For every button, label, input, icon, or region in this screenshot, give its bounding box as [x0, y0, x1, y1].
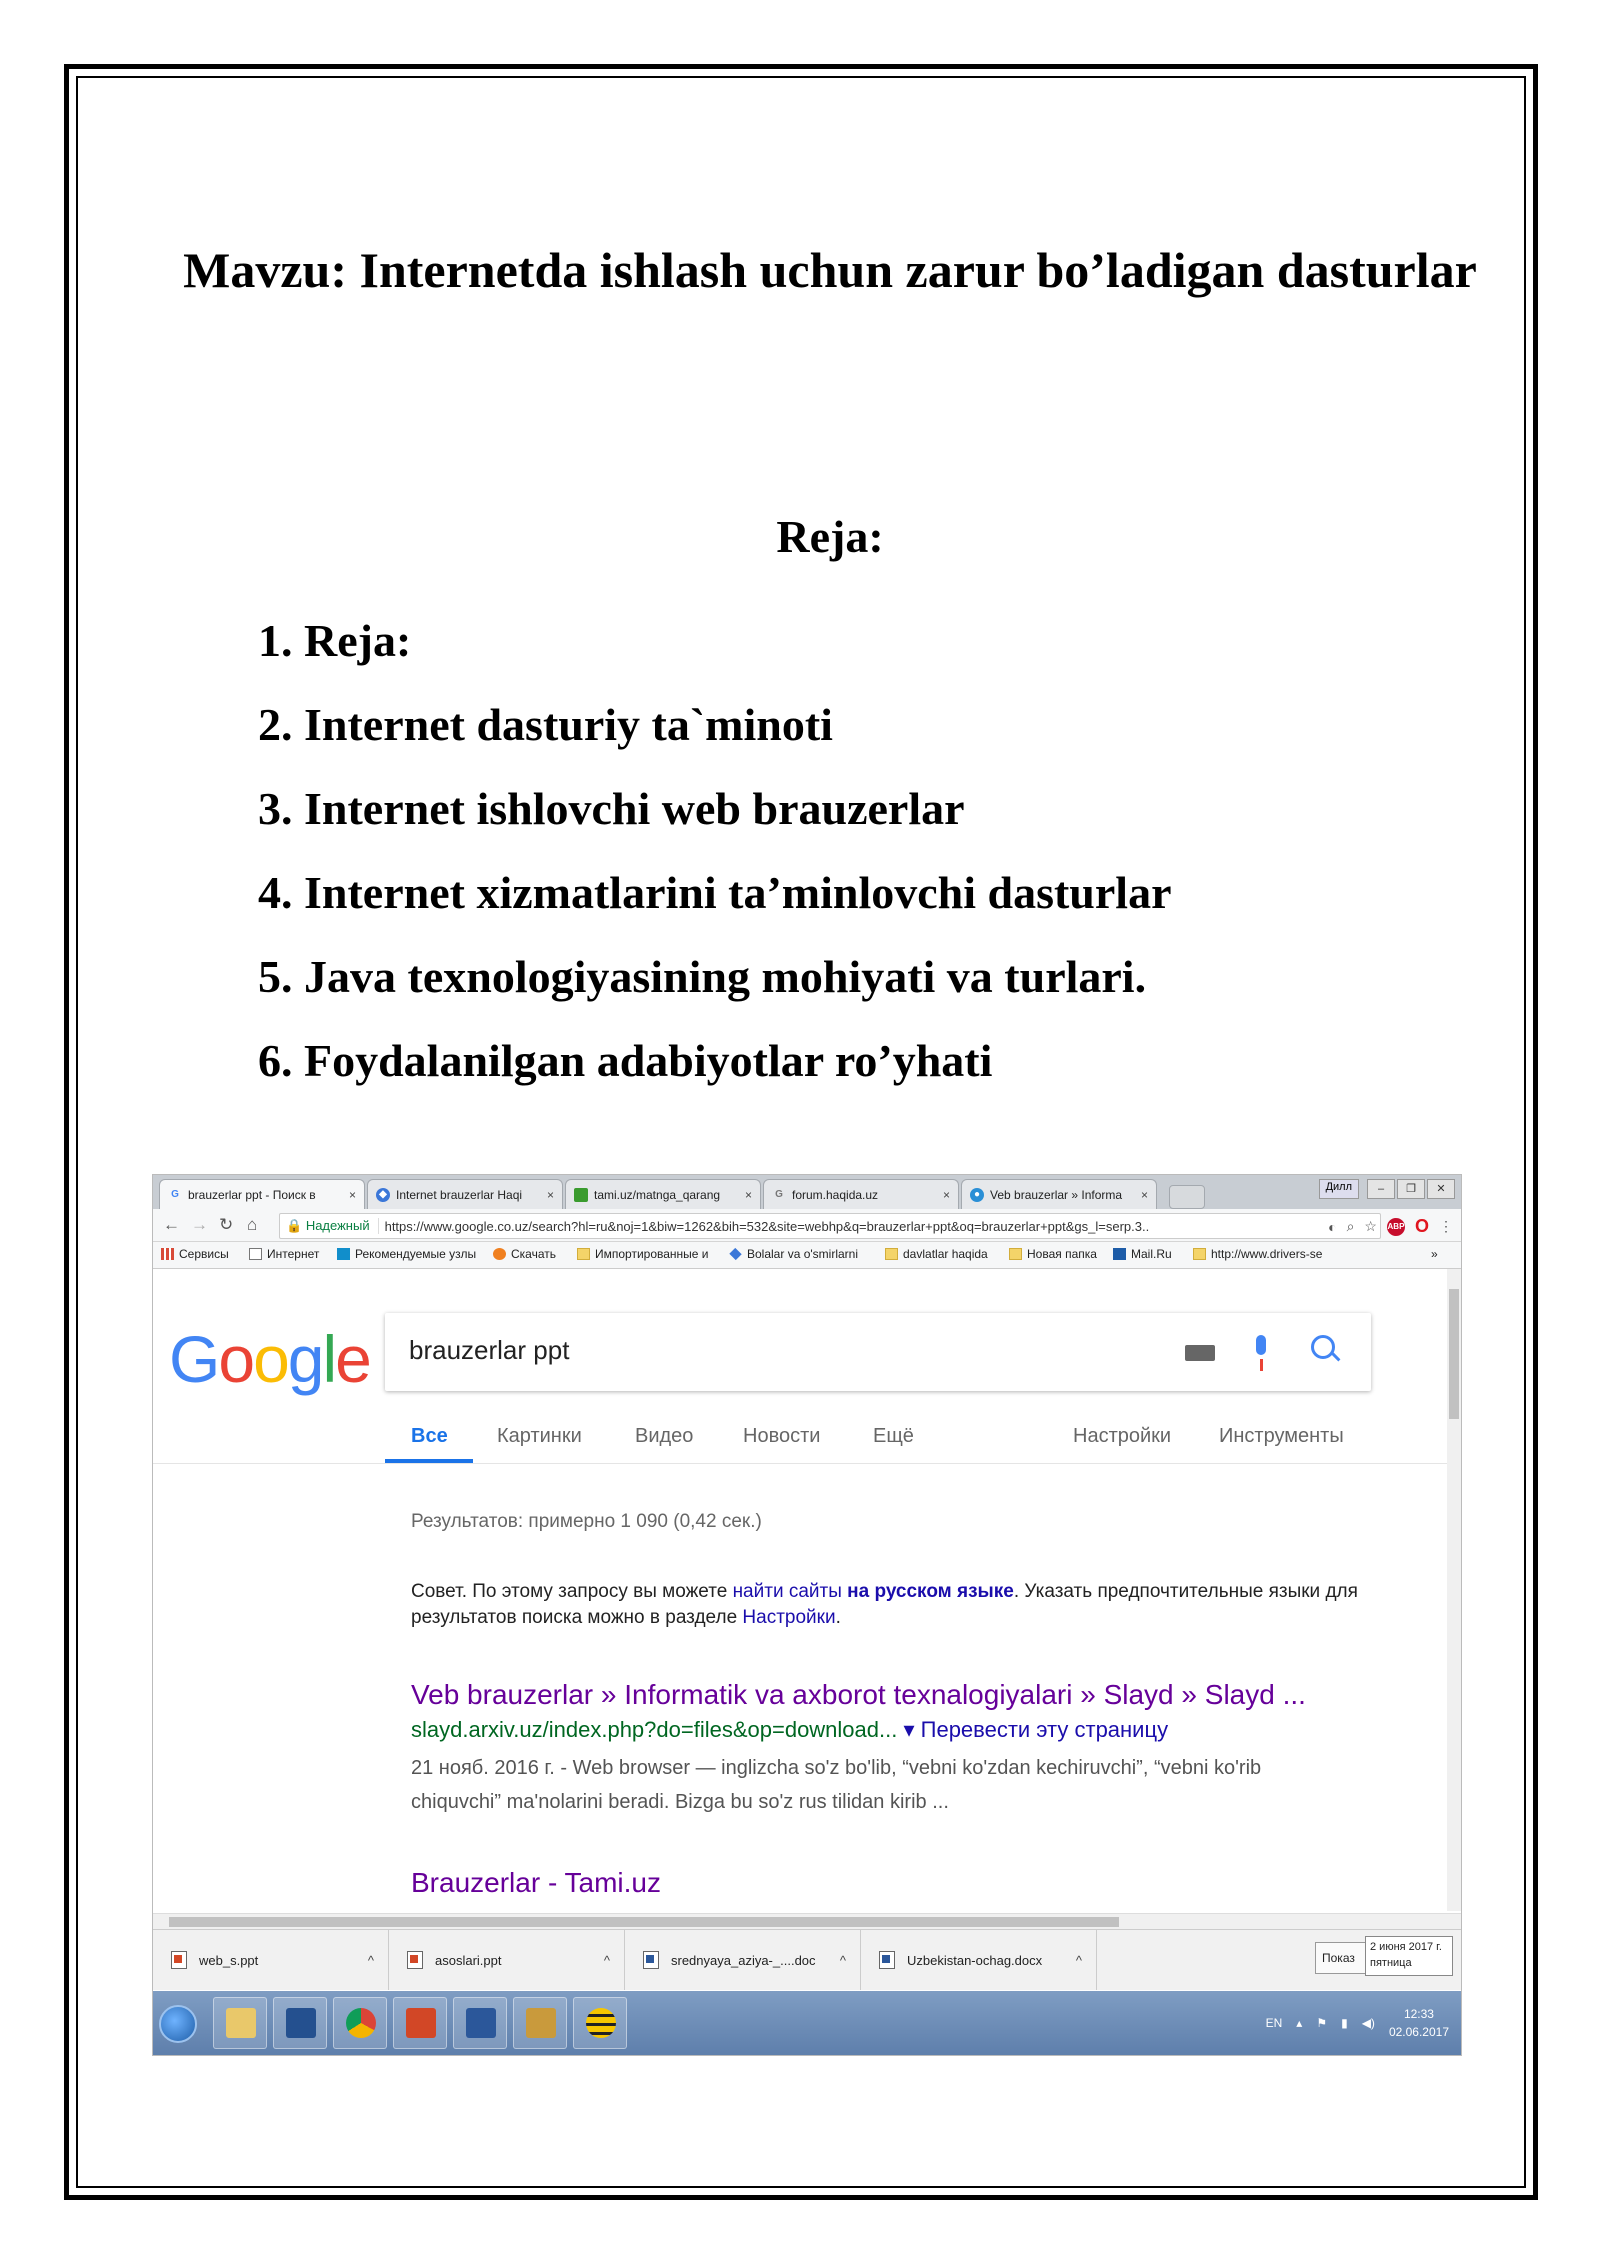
- chevron-up-icon[interactable]: ^: [1075, 1952, 1082, 1968]
- tab-tools[interactable]: Инструменты: [1219, 1425, 1344, 1447]
- plan-item: 5. Java texnologiyasining mohiyati va turlari.: [258, 951, 1147, 1002]
- chrome-taskbar-icon[interactable]: [333, 1997, 387, 2049]
- library-taskbar-icon[interactable]: [513, 1997, 567, 2049]
- document-title: Mavzu: Internetda ishlash uchun zarur bo’ladigan dasturlar: [183, 242, 1477, 298]
- find-sites-link[interactable]: найти сайты: [732, 1581, 842, 1602]
- word-file-icon: [879, 1951, 895, 1969]
- bookmark-item[interactable]: Новая папка: [1009, 1247, 1097, 1261]
- signal-icon[interactable]: ▮: [1341, 2016, 1348, 2030]
- tab-news[interactable]: Новости: [743, 1425, 821, 1447]
- result-title-link[interactable]: Veb brauzerlar » Informatik va axborot texnalogiyalari » Slayd » Slayd ...: [411, 1679, 1306, 1710]
- close-icon[interactable]: ×: [744, 1187, 752, 1202]
- toolbar-icons: [1328, 1216, 1453, 1237]
- language-indicator[interactable]: EN: [1265, 2016, 1283, 2030]
- tab-video[interactable]: Видео: [635, 1425, 694, 1447]
- profile-button[interactable]: Дилл: [1319, 1179, 1359, 1199]
- bookmark-item[interactable]: davlatlar haqida: [885, 1247, 988, 1261]
- folder-icon: [1193, 1248, 1206, 1260]
- tami-icon: [574, 1188, 588, 1202]
- scroll-thumb[interactable]: [169, 1917, 1119, 1927]
- translate-page-link[interactable]: ▾ Перевести эту страницу: [903, 1717, 1169, 1742]
- powerpoint-file-icon: [171, 1951, 187, 1969]
- bookmarks-bar: [153, 1242, 1461, 1269]
- start-button[interactable]: [159, 2005, 197, 2043]
- browser-tab[interactable]: G brauzerlar ppt - Поиск в ×: [159, 1179, 365, 1209]
- language-tip: Совет. По этому запросу вы можете найти сайты на русском языке. Указать предпочтительные языки для результатов поиска можно в разделе Настройки.: [411, 1581, 1358, 1628]
- google-icon: G: [171, 1189, 179, 1200]
- browser-tab[interactable]: ● Veb brauzerlar » Informa ×: [961, 1179, 1157, 1209]
- save-taskbar-icon[interactable]: [273, 1997, 327, 2049]
- bookmark-item[interactable]: Интернет: [249, 1247, 319, 1261]
- beeline-taskbar-icon[interactable]: [573, 1997, 627, 2049]
- chevron-up-icon[interactable]: ^: [367, 1952, 374, 1968]
- browser-toolbar: [153, 1209, 1461, 1242]
- minimize-icon[interactable]: –: [1367, 1179, 1395, 1199]
- google-logo[interactable]: Google: [169, 1322, 370, 1396]
- active-tab-underline: [385, 1459, 473, 1463]
- bookmark-item[interactable]: Mail.Ru: [1113, 1247, 1172, 1261]
- result-url: slayd.arxiv.uz/index.php?do=files&op=download... ▾ Перевести эту страницу: [411, 1717, 1169, 1742]
- horizontal-scrollbar[interactable]: [153, 1913, 1461, 1930]
- back-arrow-icon[interactable]: ←: [163, 1215, 180, 1234]
- tab-all[interactable]: Все: [411, 1425, 448, 1447]
- keyboard-icon[interactable]: [1185, 1345, 1215, 1361]
- result-title-link[interactable]: Brauzerlar - Tami.uz: [411, 1867, 662, 1898]
- forward-arrow-icon[interactable]: →: [191, 1215, 208, 1234]
- plan-list: [258, 608, 1172, 1112]
- menu-icon[interactable]: ⋮: [1439, 1218, 1453, 1234]
- star-icon[interactable]: ☆: [1364, 1218, 1377, 1234]
- scroll-thumb[interactable]: [1449, 1289, 1459, 1419]
- chevron-up-icon[interactable]: ^: [839, 1952, 846, 1968]
- bookmark-item[interactable]: Bolalar va o'smirlarni: [729, 1247, 858, 1261]
- powerpoint-taskbar-icon[interactable]: [393, 1997, 447, 2049]
- download-item[interactable]: srednyaya_aziya-_....doc ^: [625, 1930, 861, 1990]
- bookmark-item[interactable]: Скачать: [493, 1247, 556, 1261]
- plan-item: 6. Foydalanilgan adabiyotlar ro’yhati: [258, 1035, 993, 1086]
- chevron-up-icon[interactable]: ^: [603, 1952, 610, 1968]
- close-icon[interactable]: ×: [546, 1187, 554, 1202]
- close-icon[interactable]: ×: [1140, 1187, 1148, 1202]
- search-input[interactable]: brauzerlar ppt: [409, 1335, 570, 1365]
- system-tray: [1266, 1997, 1449, 2049]
- search-icon[interactable]: [1311, 1335, 1335, 1359]
- flag-icon[interactable]: ⚑: [1316, 2016, 1328, 2030]
- microphone-icon[interactable]: [1253, 1335, 1269, 1371]
- reload-icon[interactable]: ↻: [219, 1215, 234, 1234]
- browser-tab[interactable]: G forum.haqida.uz ×: [763, 1179, 959, 1209]
- tab-strip: [153, 1175, 1461, 1209]
- tab-more[interactable]: Ещё: [873, 1425, 914, 1447]
- mail-icon: [1113, 1248, 1126, 1260]
- date-tooltip: 2 июня 2017 г. пятница: [1365, 1936, 1453, 1976]
- apps-icon: [161, 1248, 174, 1260]
- bookmark-item[interactable]: Импортированные и: [577, 1247, 709, 1261]
- close-icon[interactable]: ×: [942, 1187, 950, 1202]
- close-icon[interactable]: ×: [348, 1187, 356, 1202]
- orange-icon: [493, 1248, 506, 1260]
- maximize-icon[interactable]: ❐: [1397, 1179, 1425, 1199]
- clock[interactable]: 12:33 02.06.2017: [1388, 2007, 1449, 2039]
- windows-taskbar: [153, 1991, 1461, 2056]
- browser-screenshot: [152, 1174, 1462, 2056]
- address-bar[interactable]: [279, 1213, 1381, 1239]
- bookmark-item[interactable]: Рекомендуемые узлы: [337, 1247, 476, 1261]
- bookmarks-more[interactable]: »: [1431, 1247, 1438, 1261]
- browser-tab[interactable]: ◆ Internet brauzerlar Haqi ×: [367, 1179, 563, 1209]
- site-icon: ●: [970, 1188, 984, 1202]
- bing-icon: [337, 1248, 350, 1260]
- url-text: https://www.google.co.uz/search?hl=ru&noj=1&biw=1262&bih=532&site=webhp&q=brauzerlar+ppt&oq=brauzerlar+ppt&gs_l=serp.3..: [384, 1218, 1150, 1234]
- search-tabs: [153, 1407, 1449, 1464]
- tab-settings[interactable]: Настройки: [1073, 1425, 1172, 1447]
- bookmark-item[interactable]: http://www.drivers-se: [1193, 1247, 1322, 1261]
- plan-item: 4. Internet xizmatlarini ta’minlovchi dasturlar: [258, 867, 1172, 918]
- vertical-scrollbar[interactable]: [1447, 1269, 1461, 1911]
- folder-icon: [1009, 1248, 1022, 1260]
- volume-icon[interactable]: ◀): [1361, 2016, 1375, 2030]
- show-all-downloads-button[interactable]: Показ: [1315, 1942, 1377, 1974]
- settings-link[interactable]: Настройки: [742, 1607, 836, 1628]
- downloads-bar: [153, 1929, 1461, 1990]
- powerpoint-file-icon: [407, 1951, 423, 1969]
- download-item[interactable]: web_s.ppt ^: [153, 1930, 389, 1990]
- diamond-icon: [729, 1248, 741, 1260]
- secure-label: 🔒 Надежный: [280, 1218, 379, 1234]
- folder-icon: [885, 1248, 898, 1260]
- search-box[interactable]: [385, 1313, 1371, 1391]
- download-item[interactable]: Uzbekistan-ochag.docx ^: [861, 1930, 1097, 1990]
- new-tab-button[interactable]: [1169, 1185, 1205, 1209]
- google-results-page: [153, 1269, 1449, 2013]
- opera-icon[interactable]: O: [1414, 1216, 1429, 1236]
- zoom-icon[interactable]: ⌕: [1346, 1218, 1355, 1234]
- word-file-icon: [643, 1951, 659, 1969]
- window-controls: [1319, 1179, 1455, 1199]
- plan-heading: Reja:: [776, 511, 884, 562]
- plan-item: 2. Internet dasturiy ta`minoti: [258, 699, 833, 750]
- diamond-icon: ◆: [376, 1188, 390, 1202]
- plan-item: 1. Reja:: [258, 615, 412, 666]
- explorer-taskbar-icon[interactable]: [213, 1997, 267, 2049]
- folder-icon: [577, 1248, 590, 1260]
- download-item[interactable]: asoslari.ppt ^: [389, 1930, 625, 1990]
- home-icon[interactable]: ⌂: [247, 1215, 258, 1234]
- tray-expand-icon[interactable]: ▴: [1296, 2016, 1303, 2030]
- translate-icon[interactable]: ◐: [1328, 1218, 1337, 1235]
- result-count: Результатов: примерно 1 090 (0,42 сек.): [411, 1511, 762, 1532]
- plan-item: 3. Internet ishlovchi web brauzerlar: [258, 783, 965, 834]
- bookmark-item[interactable]: Сервисы: [161, 1247, 229, 1261]
- adblock-icon[interactable]: ABP: [1387, 1218, 1405, 1236]
- russian-language-link[interactable]: на русском языке: [847, 1581, 1014, 1602]
- close-window-icon[interactable]: ✕: [1427, 1179, 1455, 1199]
- tab-images[interactable]: Картинки: [497, 1425, 582, 1447]
- result-snippet: 21 нояб. 2016 г. - Web browser — inglizcha so'z bo'lib, “vebni ko'zdan kechiruvchi”, “vebni ko'rib chiquvchi” ma'nolarini beradi. Bizga bu so'z rus tilidan kirib ...: [411, 1757, 1262, 1813]
- page-icon: [249, 1248, 262, 1260]
- google-icon: G: [775, 1189, 783, 1200]
- browser-tab[interactable]: tami.uz/matnga_qarang ×: [565, 1179, 761, 1209]
- word-taskbar-icon[interactable]: [453, 1997, 507, 2049]
